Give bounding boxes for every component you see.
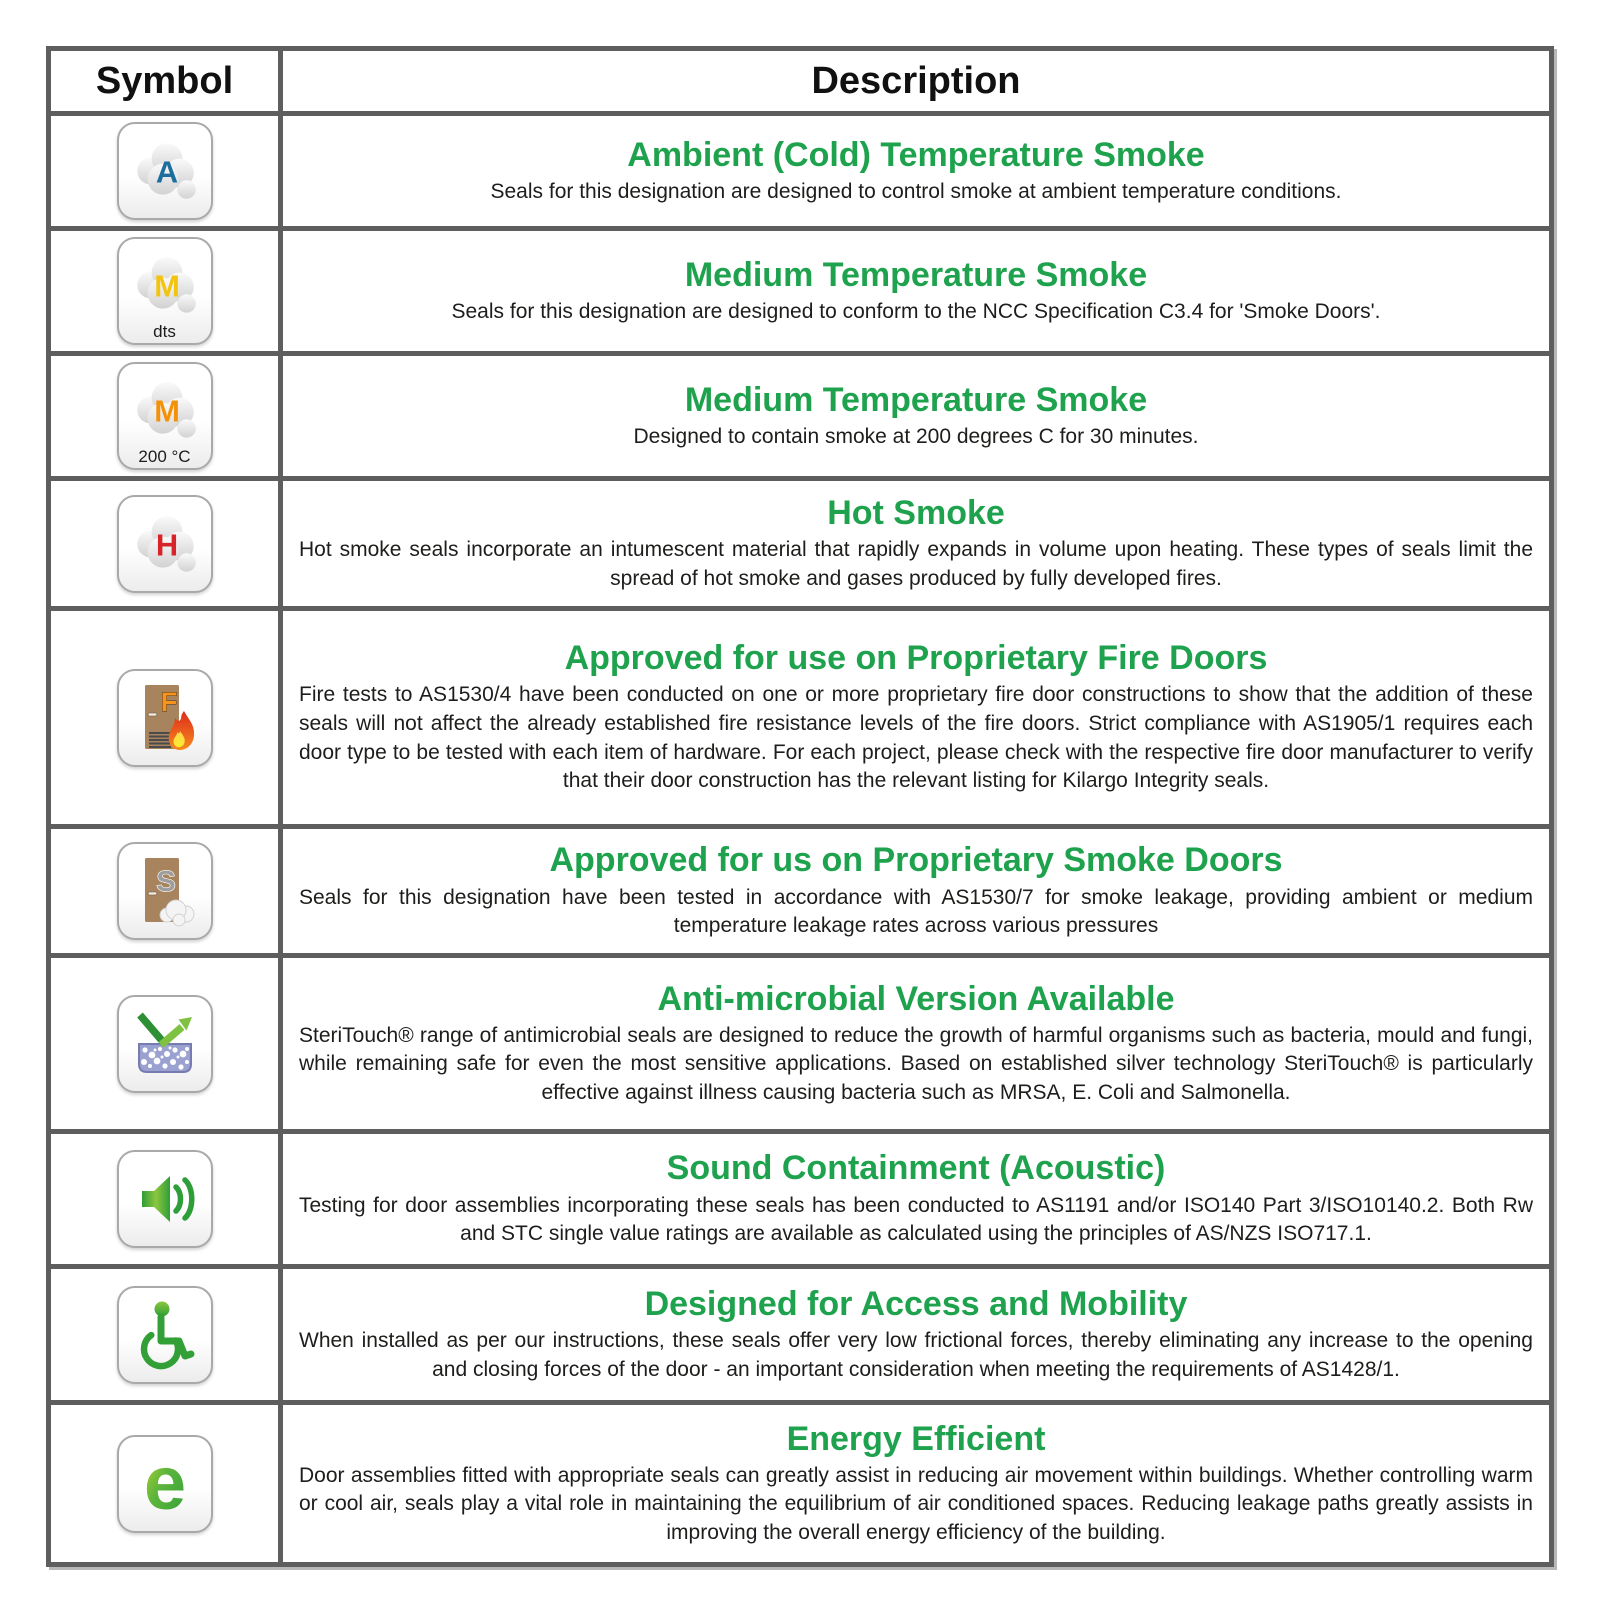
row-title: Medium Temperature Smoke <box>684 255 1148 294</box>
cloud-letter: M <box>153 268 180 304</box>
row-body: Seals for this designation are designed to control smoke at ambient temperature conditions. <box>490 179 1342 203</box>
table-row <box>49 229 1552 354</box>
symbol-cell <box>49 956 281 1132</box>
symbol-cell <box>49 479 281 609</box>
symbol-description-table <box>46 46 1554 1567</box>
hot-smoke-cloud-icon <box>117 495 213 593</box>
symbol-cell <box>49 354 281 479</box>
description-cell <box>281 609 1552 827</box>
row-body: Seals for this designation have been tested in accordance with AS1530/7 for smoke leakage, providing ambient or medium temperature leakage rates across various pressures <box>299 885 1533 938</box>
row-title: Anti-microbial Version Available <box>657 979 1175 1018</box>
row-title: Designed for Access and Mobility <box>644 1284 1188 1323</box>
cloud-letter: A <box>155 154 178 190</box>
medium-smoke-200c-cloud-icon <box>117 362 213 470</box>
table-row <box>49 827 1552 956</box>
table-row <box>49 1132 1552 1267</box>
door-letter: S <box>155 866 176 898</box>
row-title: Hot Smoke <box>827 493 1005 532</box>
symbol-cell <box>49 827 281 956</box>
description-cell <box>281 956 1552 1132</box>
row-body: Seals for this designation are designed to conform to the NCC Specification C3.4 for 'Smoke Doors'. <box>451 299 1381 323</box>
symbol-cell <box>49 1132 281 1267</box>
row-title: Energy Efficient <box>786 1419 1046 1458</box>
ambient-smoke-cloud-icon <box>117 122 213 220</box>
symbol-cell <box>49 229 281 354</box>
medium-smoke-dts-cloud-icon <box>117 237 213 345</box>
cloud-letter: H <box>155 526 178 562</box>
icon-sublabel: dts <box>153 322 176 341</box>
wheelchair-icon <box>117 1286 213 1384</box>
description-cell <box>281 1132 1552 1267</box>
icon-sublabel: 200 °C <box>138 447 191 466</box>
symbol-cell <box>49 114 281 229</box>
description-cell <box>281 827 1552 956</box>
row-body: SteriTouch® range of antimicrobial seals are designed to reduce the growth of harmful organisms such as bacteria, mould and fungi, while remaining safe for even the most sensitive applications. Based on established silver technology SteriTouch® is particularly effective against illness causing bacteria such as MRSA, E. Coli and Salmonella. <box>299 1023 1533 1104</box>
speaker-icon <box>117 1150 213 1248</box>
energy-e-icon <box>117 1435 213 1533</box>
table-row <box>49 956 1552 1132</box>
table-row <box>49 114 1552 229</box>
row-title: Ambient (Cold) Temperature Smoke <box>627 135 1205 174</box>
antimicrobial-icon <box>117 995 213 1093</box>
row-title: Approved for use on Proprietary Fire Doors <box>564 639 1268 678</box>
row-body: Hot smoke seals incorporate an intumescent material that rapidly expands in volume upon heating. These types of seals limit the spread of hot smoke and gases produced by fully developed fires. <box>299 538 1533 590</box>
row-body: When installed as per our instructions, these seals offer very low frictional forces, thereby eliminating any increase to the opening and closing forces of the door - an important consideration when meeting the requirements of AS1428/1. <box>299 1329 1533 1381</box>
table-row <box>49 1267 1552 1403</box>
row-title: Approved for us on Proprietary Smoke Doors <box>549 841 1283 880</box>
header-row <box>49 49 1552 114</box>
table-row <box>49 1403 1552 1565</box>
symbol-cell <box>49 1267 281 1403</box>
symbol-column-header: Symbol <box>49 49 281 114</box>
energy-letter: e <box>143 1446 186 1521</box>
cloud-letter: M <box>153 393 180 429</box>
fire-door-icon <box>117 669 213 767</box>
row-body: Door assemblies fitted with appropriate seals can greatly assist in reducing air movement within buildings. Whether controlling warm or cool air, seals play a vital role in maintaining the equilibrium of air conditioned spaces. Reducing leakage paths greatly assists in improving the overall energy efficiency of the building. <box>299 1463 1533 1544</box>
smoke-door-icon <box>117 842 213 940</box>
row-body: Designed to contain smoke at 200 degrees C for 30 minutes. <box>633 424 1199 448</box>
table-row <box>49 354 1552 479</box>
table-row <box>49 609 1552 827</box>
symbol-cell <box>49 1403 281 1565</box>
description-cell <box>281 229 1552 354</box>
row-body: Fire tests to AS1530/4 have been conducted on one or more proprietary fire door constructions to show that the addition of these seals will not affect the already established fire resistance levels of the fire doors. Strict compliance with AS1905/1 requires each door type to be tested with each item of hardware. For each project, please check with the respective fire door manufacturer to verify that their door construction has the relevant listing for Kilargo Integrity seals. <box>299 683 1533 793</box>
symbol-cell <box>49 609 281 827</box>
description-cell <box>281 114 1552 229</box>
row-title: Medium Temperature Smoke <box>684 380 1148 419</box>
row-body: Testing for door assemblies incorporating these seals has been conducted to AS1191 and/or ISO140 Part 3/ISO10140.2. Both Rw and STC single value ratings are available as calculated using the principles of AS/NZS ISO717.1. <box>299 1193 1533 1246</box>
row-title: Sound Containment (Acoustic) <box>666 1149 1166 1188</box>
description-cell <box>281 354 1552 479</box>
door-letter: F <box>160 686 177 717</box>
description-column-header: Description <box>281 49 1552 114</box>
description-cell <box>281 479 1552 609</box>
description-cell <box>281 1267 1552 1403</box>
description-cell <box>281 1403 1552 1565</box>
table-row <box>49 479 1552 609</box>
